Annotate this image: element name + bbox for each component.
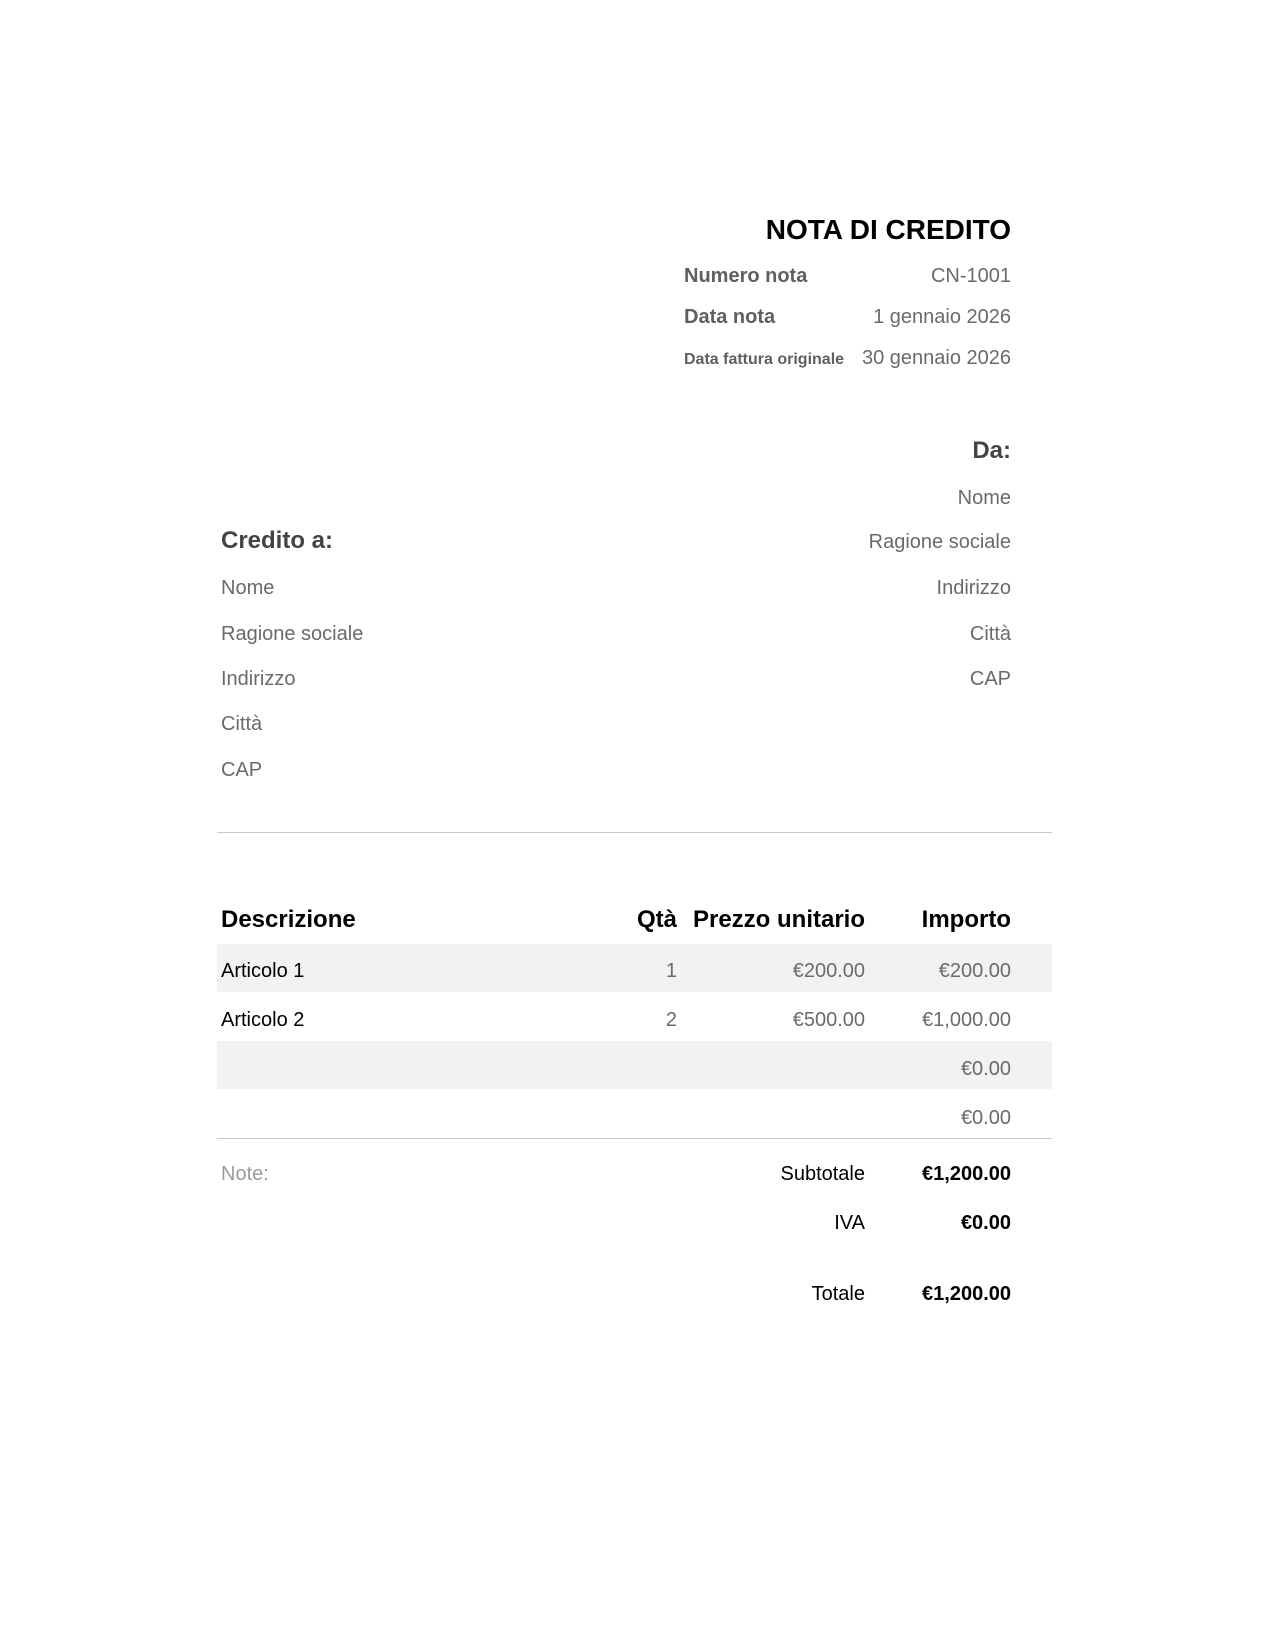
credit-to-name: Nome — [221, 577, 275, 599]
column-header-amount: Importo — [921, 906, 1011, 933]
credit-to-heading: Credito a: — [221, 527, 334, 554]
table-row — [217, 1041, 1052, 1089]
tax-label: IVA — [834, 1212, 865, 1234]
total-value: €1,200.00 — [922, 1283, 1011, 1305]
credit-note-date-label: Data nota — [684, 306, 776, 328]
from-company: Ragione sociale — [868, 531, 1011, 553]
row-unit-price: €200.00 — [792, 960, 865, 982]
from-postal-code: CAP — [969, 668, 1011, 690]
from-address: Indirizzo — [936, 577, 1011, 599]
table-row — [217, 944, 1052, 992]
credit-to-company: Ragione sociale — [221, 623, 364, 645]
tax-value: €0.00 — [960, 1212, 1011, 1234]
credit-note-date-value: 1 gennaio 2026 — [873, 306, 1011, 328]
row-unit-price: €500.00 — [792, 1009, 865, 1031]
row-amount: €200.00 — [938, 960, 1011, 982]
section-divider — [217, 832, 1052, 833]
row-amount: €0.00 — [960, 1107, 1011, 1129]
row-amount: €0.00 — [960, 1058, 1011, 1080]
column-header-unit-price: Prezzo unitario — [692, 906, 865, 933]
column-header-qty: Qtà — [636, 906, 677, 933]
notes-label: Note: — [221, 1163, 269, 1185]
from-heading: Da: — [972, 437, 1011, 464]
table-bottom-divider — [217, 1138, 1052, 1139]
from-city: Città — [969, 623, 1011, 645]
original-invoice-date-label: Data fattura originale — [684, 351, 845, 368]
row-qty: 1 — [665, 960, 677, 982]
credit-to-city: Città — [221, 713, 263, 735]
document-title: NOTA DI CREDITO — [765, 214, 1011, 245]
row-qty: 2 — [665, 1009, 677, 1031]
table-row — [217, 1090, 1052, 1138]
original-invoice-date-value: 30 gennaio 2026 — [861, 347, 1011, 369]
credit-to-address: Indirizzo — [221, 668, 296, 690]
column-header-description: Descrizione — [221, 906, 356, 933]
from-name: Nome — [957, 487, 1011, 509]
credit-to-postal-code: CAP — [221, 759, 263, 781]
row-description: Articolo 1 — [221, 960, 305, 982]
subtotal-label: Subtotale — [780, 1163, 865, 1185]
credit-note-number-value: CN-1001 — [930, 265, 1011, 287]
row-description: Articolo 2 — [221, 1009, 305, 1031]
subtotal-value: €1,200.00 — [922, 1163, 1011, 1185]
row-amount: €1,000.00 — [922, 1009, 1011, 1031]
total-label: Totale — [811, 1283, 865, 1305]
credit-note-number-label: Numero nota — [684, 265, 808, 287]
